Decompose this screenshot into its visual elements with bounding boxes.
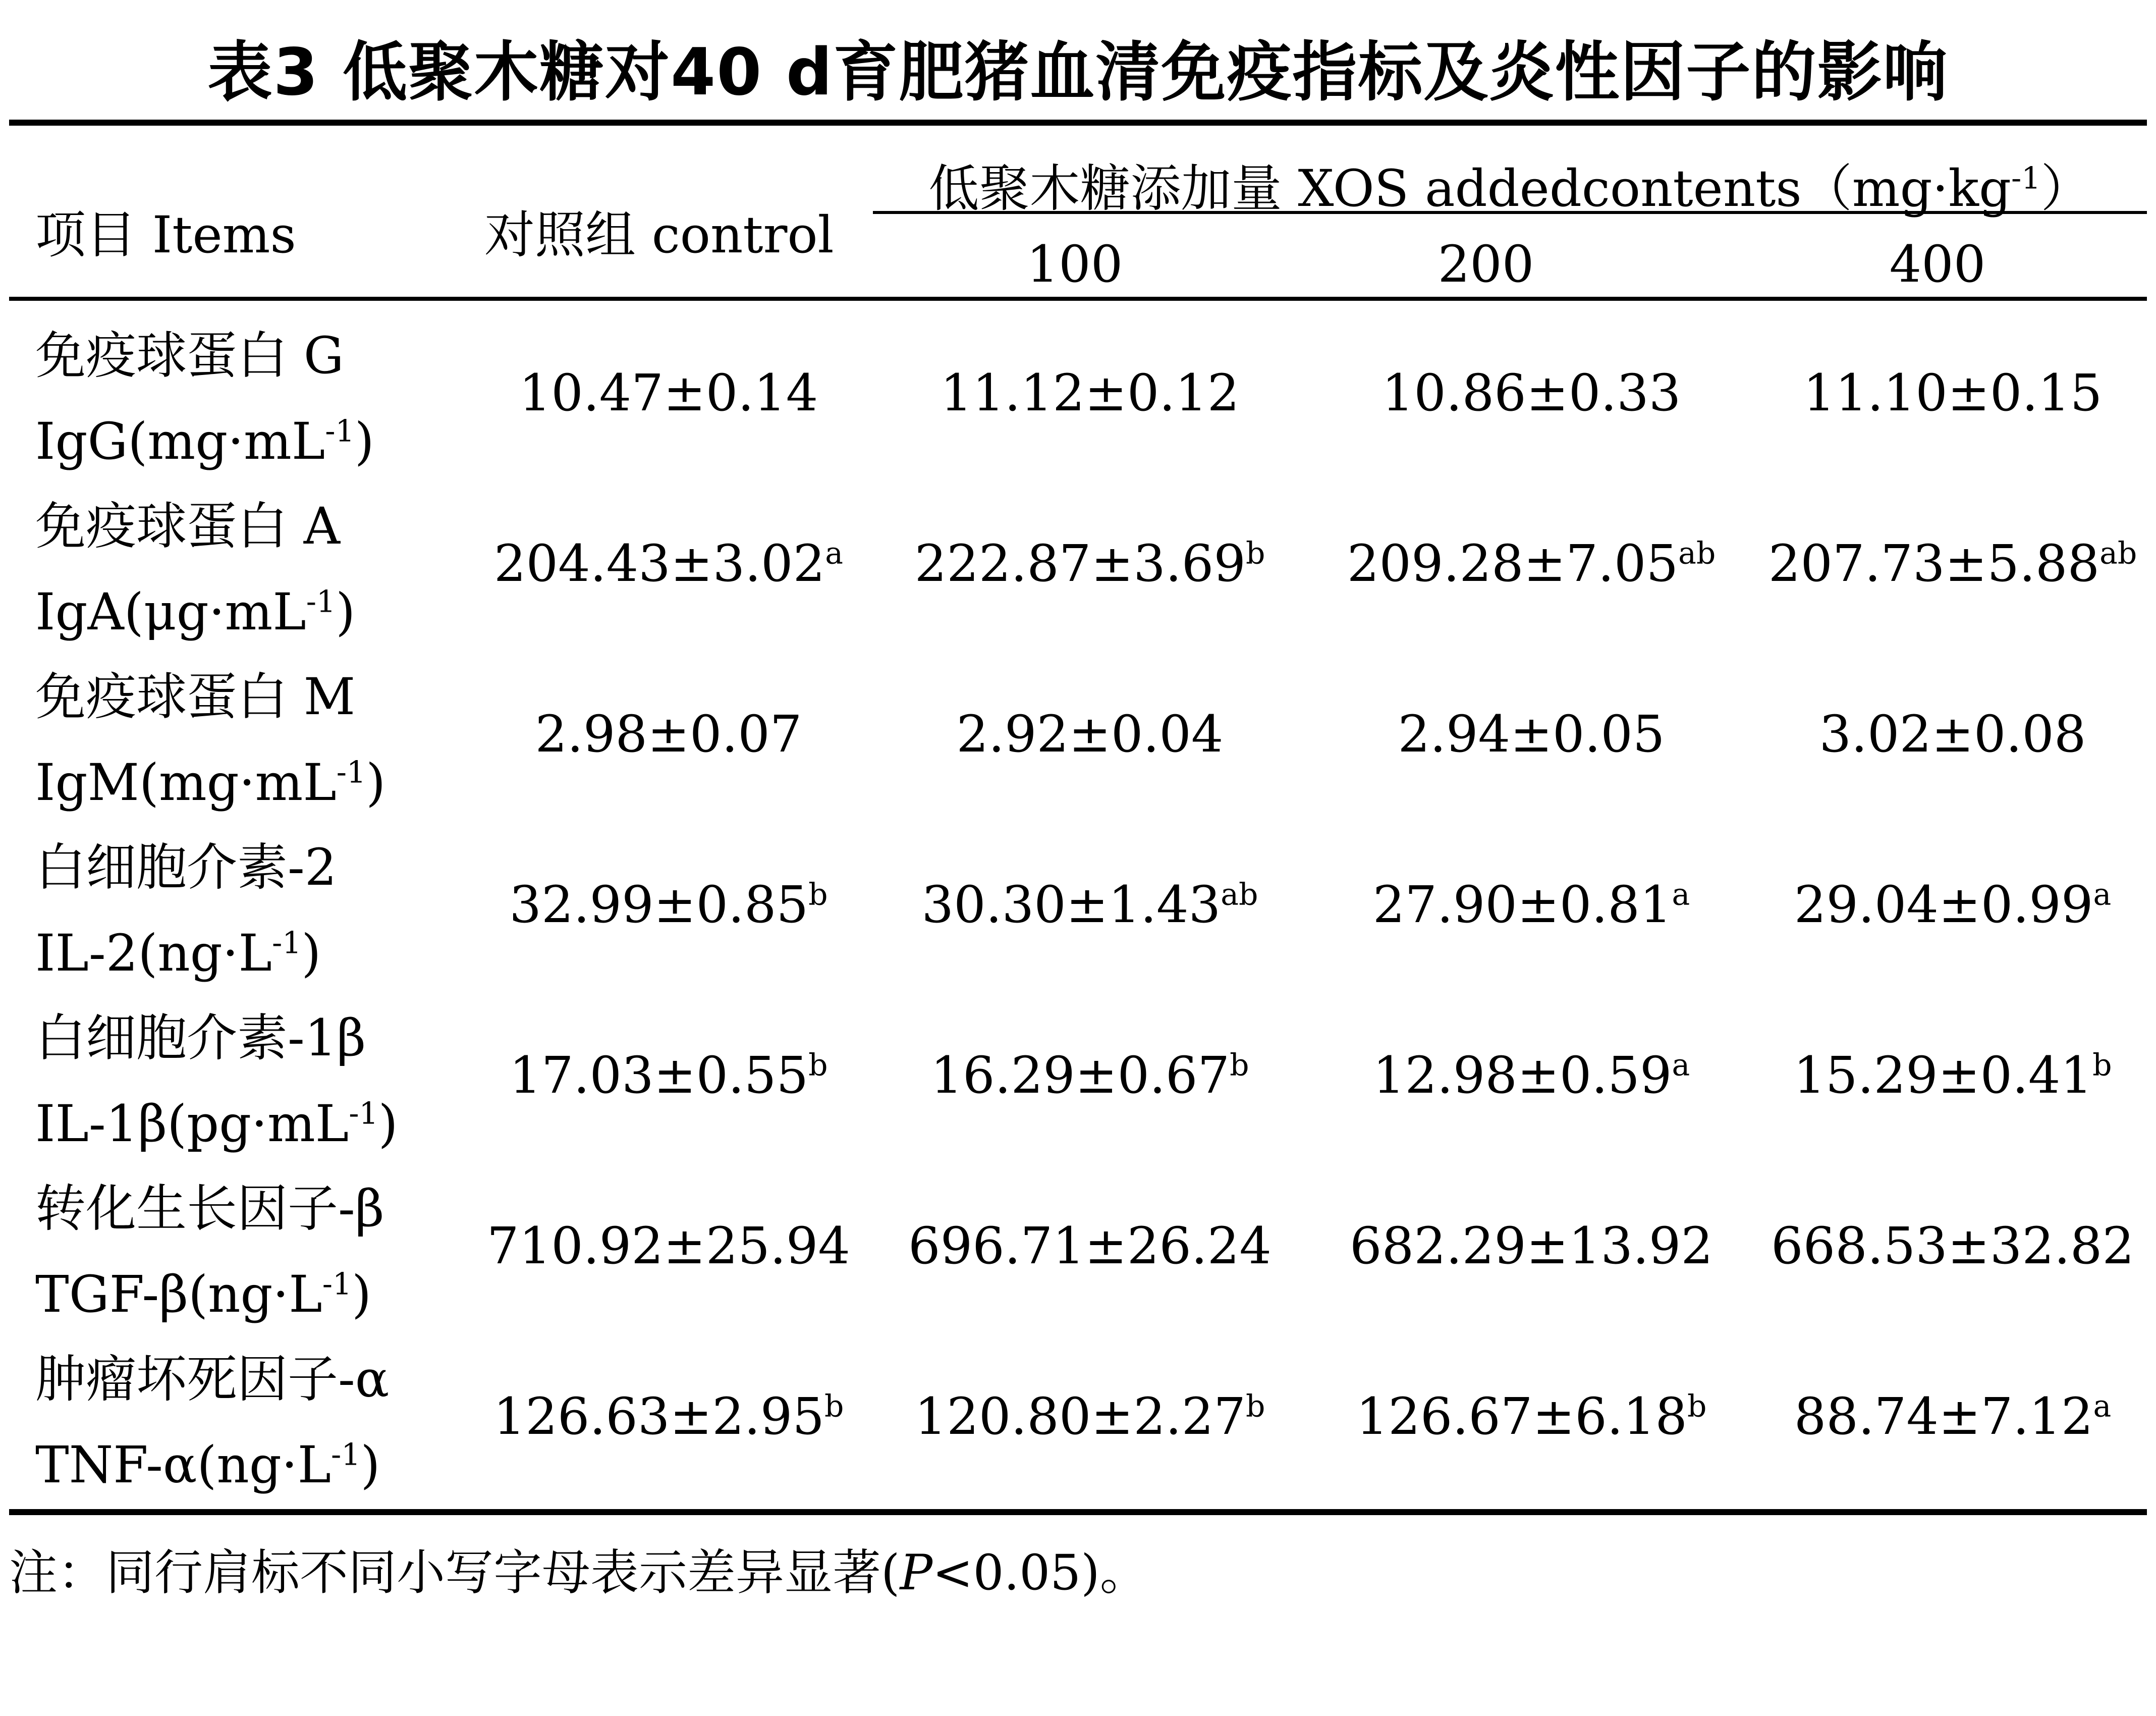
table-cell: 17.03±0.55$^b$ [509, 1046, 828, 1105]
bottom-rule [9, 1509, 2147, 1515]
table-cell: 207.73±5.88$^{ab}$ [1768, 534, 2137, 593]
table-cell: 682.29±13.92 [1350, 1216, 1713, 1275]
table-cell: 10.86±0.33 [1381, 363, 1681, 422]
row-label-cn: 白细胞介素-1β [35, 1008, 366, 1067]
table-cell: 2.92±0.04 [956, 705, 1224, 764]
header-dose-100: 100 [1026, 235, 1123, 294]
row-label-en: TNF-$\alpha(ng\cdot L^{-1})$ [35, 1435, 380, 1494]
header-items: 项目 Items [35, 205, 296, 264]
row-label-cn: 转化生长因子-β [35, 1179, 384, 1238]
table-cell: 696.71±26.24 [908, 1216, 1272, 1275]
row-label-en: $IgA(\mu g\cdot mL^{-1})$ [35, 582, 356, 641]
row-label-en: $IL-2(ng\cdot L^{-1})$ [35, 924, 321, 983]
row-label-en: $IgG(mg\cdot mL^{-1})$ [35, 412, 374, 471]
row-label-cn: 免疫球蛋白 M [35, 667, 356, 726]
table-cell: 3.02±0.08 [1819, 705, 2086, 764]
row-label-en: $IL-1\beta(pg\cdot mL^{-1})$ [35, 1094, 398, 1153]
table-cell: 126.63±2.95$^b$ [493, 1387, 844, 1446]
table-cell: 668.53±32.82 [1771, 1216, 2134, 1275]
table-cell: 2.98±0.07 [535, 705, 802, 764]
header-xos-dose: 低聚木糖添加量 XOS $addedcontents(mg\cdot kg^{-1})$ [928, 159, 2091, 218]
header-dose-200: 200 [1438, 235, 1534, 294]
table-cell: 120.80±2.27$^b$ [914, 1387, 1265, 1446]
top-rule [9, 120, 2147, 126]
table-cell: 126.67±6.18$^b$ [1356, 1387, 1707, 1446]
table-cell: 16.29±0.67$^b$ [930, 1046, 1249, 1105]
row-label-cn: 免疫球蛋白 A [35, 497, 341, 556]
row-label [35, 654, 385, 826]
table-cell: 88.74±7.12$^a$ [1794, 1387, 2112, 1446]
header-control: 对照组 control [484, 205, 834, 264]
table-cell: 12.98±0.59$^a$ [1372, 1046, 1690, 1105]
header-dose-400: 400 [1889, 235, 1986, 294]
table-cell: 29.04±0.99$^a$ [1794, 875, 2112, 934]
table-cell: 209.28±7.05$^{ab}$ [1347, 534, 1716, 593]
row-label-cn: 肿瘤坏死因子-α [35, 1350, 390, 1409]
row-label [35, 484, 355, 655]
table-cell: 2.94±0.05 [1398, 705, 1665, 764]
table-cell: 204.43±3.02$^a$ [493, 534, 844, 593]
table-cell: 222.87±3.69$^b$ [914, 534, 1265, 593]
row-label-en: $IgM(mg\cdot mL^{-1})$ [35, 753, 386, 812]
table-cell: 10.47±0.14 [519, 363, 818, 422]
row-label [35, 1166, 384, 1337]
row-label [35, 313, 374, 485]
table-title: 表3 低聚木糖对40 d育肥猪血清免疫指标及炎性因子的影响 [207, 35, 1949, 110]
table-cell: 11.10±0.15 [1803, 363, 2103, 422]
row-label [35, 1336, 389, 1508]
table-cell: 15.29±0.41$^b$ [1793, 1046, 2112, 1105]
table-cell: 11.12±0.12 [940, 363, 1240, 422]
row-label [35, 995, 398, 1167]
row-label-cn: 白细胞介素-2 [35, 838, 337, 897]
table-cell: 32.99±0.85$^b$ [509, 875, 828, 934]
table-cell: 30.30±1.43$^{ab}$ [921, 875, 1258, 934]
row-label [35, 825, 337, 996]
row-label-en: TGF-$\beta(ng\cdot L^{-1})$ [35, 1265, 372, 1324]
table-cell: 710.92±25.94 [487, 1216, 850, 1275]
table-note: 注：同行肩标不同小写字母表示差异显著(P<0.05)。 [9, 1544, 1148, 1601]
header-rule [9, 297, 2147, 301]
row-label-cn: 免疫球蛋白 G [35, 326, 344, 385]
table-cell: 27.90±0.81$^a$ [1372, 875, 1690, 934]
